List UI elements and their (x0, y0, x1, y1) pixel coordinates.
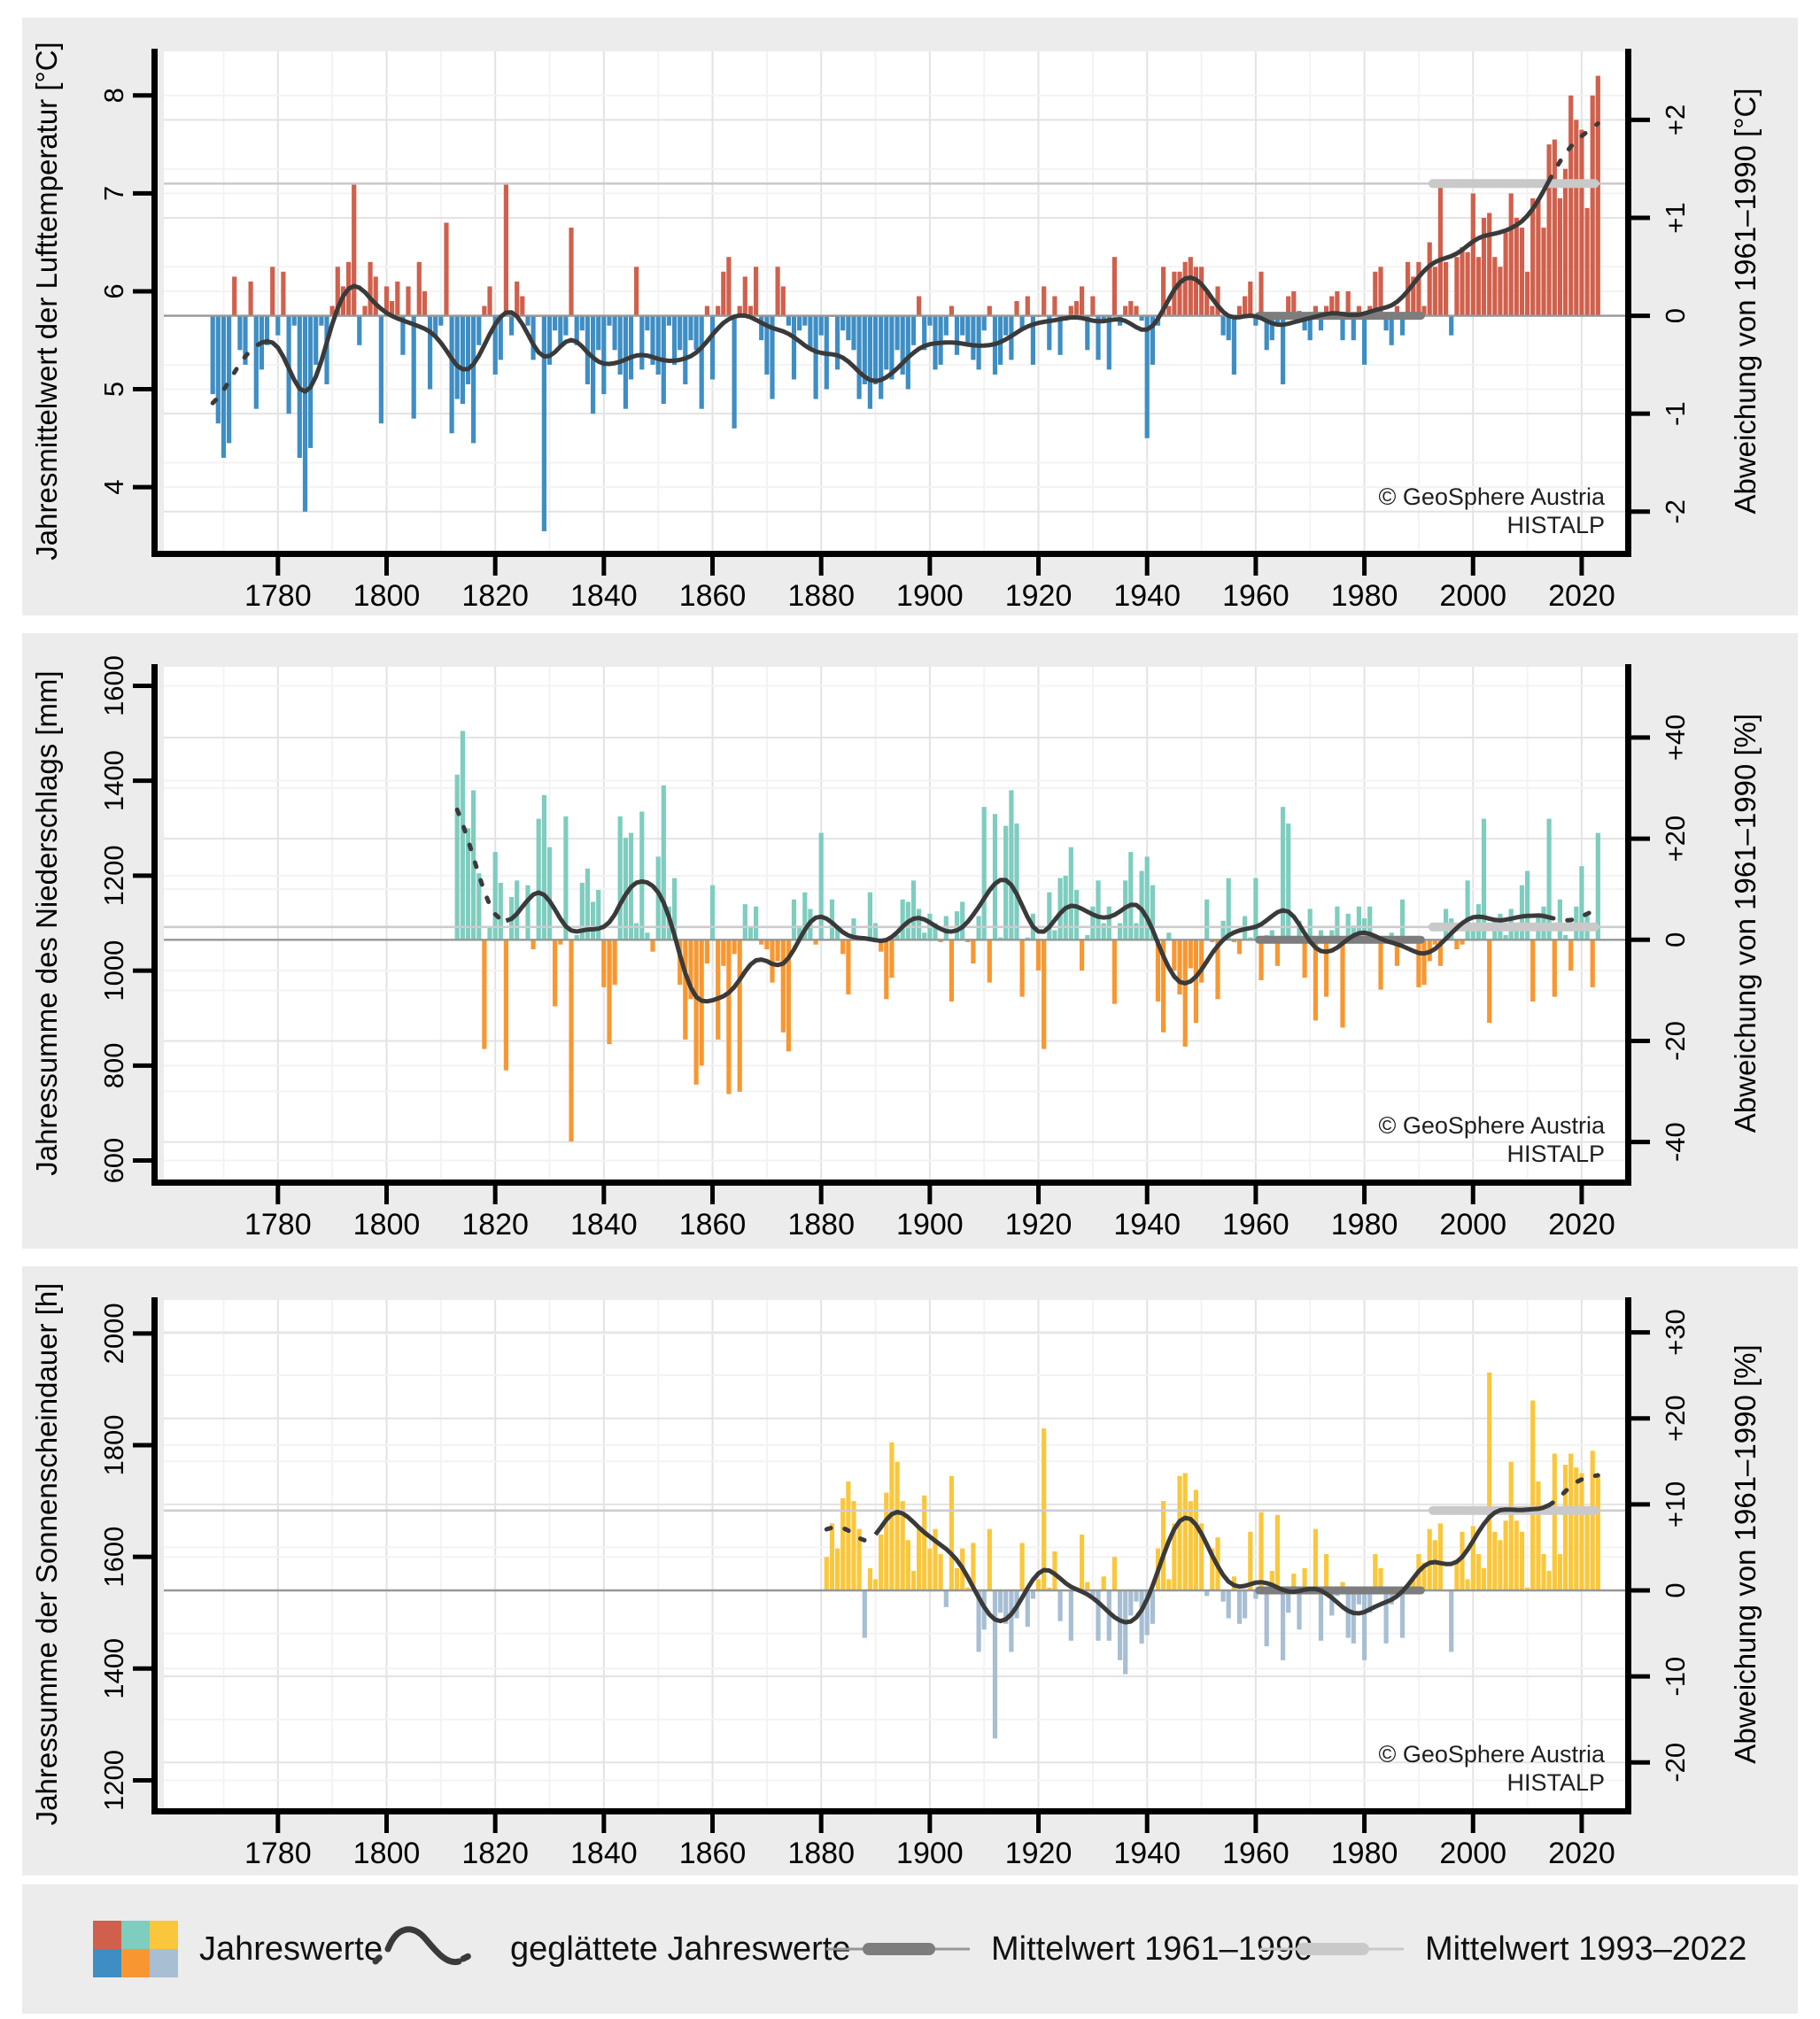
legend-item-label: geglättete Jahreswerte (510, 1930, 851, 1968)
precipitation-ytick-right: -40 (1660, 1122, 1692, 1163)
precipitation-ytick-left: 1200 (98, 845, 130, 907)
temperature-attribution-line2: HISTALP (1506, 512, 1605, 538)
temperature-xtick: 1940 (1113, 578, 1181, 613)
precipitation-xtick: 1800 (352, 1207, 421, 1242)
precipitation-xtick: 1960 (1222, 1207, 1289, 1242)
precipitation-xtick: 1820 (461, 1207, 529, 1242)
light-mean-line-icon (1260, 1938, 1404, 1960)
sunshine-xtick: 2000 (1439, 1836, 1507, 1870)
sunshine-ytick-right: -10 (1660, 1656, 1692, 1697)
precipitation-ylabel-left: Jahressumme des Niederschlags [mm] (30, 670, 63, 1176)
legend-item-label: Jahreswerte (199, 1930, 383, 1968)
sunshine-xtick: 1820 (461, 1836, 529, 1870)
temperature-ytick-left: 8 (98, 88, 130, 104)
temperature-ytick-right: -1 (1660, 401, 1692, 426)
precipitation-plot-area (164, 667, 1625, 1180)
precipitation-xtick: 1900 (896, 1207, 964, 1242)
temperature-xtick: 2020 (1548, 578, 1615, 613)
precipitation-xtick: 1880 (787, 1207, 856, 1242)
temperature-ytick-right: +1 (1660, 202, 1692, 234)
legend-item-label: Mittelwert 1993–2022 (1425, 1930, 1747, 1968)
precipitation-ytick-left: 1600 (98, 654, 130, 716)
temperature-xtick: 2000 (1439, 578, 1507, 613)
sunshine-ylabel-right: Abweichung von 1961–1990 [%] (1729, 1344, 1762, 1764)
temperature-xtick: 1980 (1330, 578, 1398, 613)
legend-item-label: Mittelwert 1961–1990 (991, 1930, 1313, 1968)
sunshine-xtick: 1920 (1004, 1836, 1073, 1870)
jahreswerte-color-cell (150, 1921, 178, 1949)
temperature-ytick-left: 7 (98, 185, 130, 201)
temperature-attribution-line1: © GeoSphere Austria (1378, 483, 1605, 510)
jahreswerte-color-cell (93, 1949, 121, 1977)
sunshine-ytick-right: 0 (1660, 1582, 1692, 1598)
temperature-ytick-left: 6 (98, 283, 130, 299)
jahreswerte-color-cell (121, 1949, 150, 1977)
jahreswerte-color-cell (150, 1949, 178, 1977)
sunshine-xtick: 1840 (570, 1836, 638, 1870)
precipitation-ytick-right: 0 (1660, 932, 1692, 948)
jahreswerte-color-cell (93, 1921, 121, 1949)
precipitation-ytick-right: +20 (1660, 815, 1692, 863)
precipitation-ytick-left: 1400 (98, 750, 130, 812)
sunshine-attribution-line1: © GeoSphere Austria (1378, 1741, 1605, 1768)
sunshine-xtick: 1940 (1113, 1836, 1181, 1870)
precipitation-ytick-right: -20 (1660, 1021, 1692, 1061)
jahreswerte-color-cell (121, 1921, 150, 1949)
sunshine-ytick-right: +30 (1660, 1309, 1692, 1356)
temperature-xtick: 1820 (461, 578, 529, 613)
temperature-xtick: 1780 (244, 578, 312, 613)
sunshine-ytick-left: 1400 (98, 1637, 130, 1699)
precipitation-xtick: 1940 (1113, 1207, 1181, 1242)
temperature-ytick-left: 4 (98, 479, 130, 495)
sunshine-xtick: 2020 (1548, 1836, 1615, 1870)
temperature-xtick: 1880 (787, 578, 856, 613)
precipitation-ytick-left: 600 (98, 1137, 130, 1184)
sunshine-ytick-right: +20 (1660, 1395, 1692, 1443)
precipitation-xtick: 2000 (1439, 1207, 1507, 1242)
temperature-panel (22, 18, 1798, 615)
sunshine-ylabel-left: Jahressumme der Sonnenscheindauer [h] (30, 1282, 63, 1826)
temperature-ytick-right: -2 (1660, 499, 1692, 524)
precipitation-panel (22, 633, 1798, 1249)
temperature-xtick: 1840 (570, 578, 638, 613)
sunshine-ytick-left: 1800 (98, 1414, 130, 1476)
legend-item-geglaettete-jahreswerte (372, 1884, 850, 2014)
precipitation-xtick: 1920 (1004, 1207, 1073, 1242)
sunshine-xtick: 1800 (352, 1836, 421, 1870)
precipitation-xtick: 1980 (1330, 1207, 1398, 1242)
precipitation-attribution-line1: © GeoSphere Austria (1378, 1112, 1605, 1139)
precipitation-ytick-right: +40 (1660, 714, 1692, 762)
temperature-xtick: 1920 (1004, 578, 1073, 613)
temperature-ylabel-right: Abweichung von 1961–1990 [°C] (1729, 88, 1762, 514)
sunshine-xtick: 1780 (244, 1836, 312, 1870)
sunshine-xtick: 1900 (896, 1836, 964, 1870)
temperature-xtick: 1960 (1222, 578, 1289, 613)
precipitation-xtick: 2020 (1548, 1207, 1615, 1242)
sunshine-ytick-right: +10 (1660, 1481, 1692, 1528)
precipitation-xtick: 1840 (570, 1207, 638, 1242)
sunshine-xtick: 1860 (678, 1836, 747, 1870)
sunshine-ytick-right: -20 (1660, 1742, 1692, 1783)
temperature-xtick: 1860 (678, 578, 747, 613)
legend-item-mittelwert-1993-2022 (1260, 1884, 1746, 2014)
dark-mean-line-icon (826, 1938, 970, 1960)
smoothed-curve-icon (372, 1919, 489, 1979)
legend-item-jahreswerte (93, 1884, 383, 2014)
legend (22, 1884, 1798, 2014)
temperature-xtick: 1900 (896, 578, 964, 613)
sunshine-xtick: 1980 (1330, 1836, 1398, 1870)
sunshine-ytick-left: 1200 (98, 1749, 130, 1811)
temperature-ytick-right: +2 (1660, 104, 1692, 136)
sunshine-attribution-line2: HISTALP (1506, 1769, 1605, 1796)
temperature-ylabel-left: Jahresmittelwert der Lufttemperatur [°C] (30, 42, 63, 561)
sunshine-xtick: 1880 (787, 1836, 856, 1870)
precipitation-xtick: 1860 (678, 1207, 747, 1242)
precipitation-ytick-left: 1000 (98, 940, 130, 1002)
temperature-ytick-right: 0 (1660, 307, 1692, 324)
legend-item-mittelwert-1961-1990 (826, 1884, 1313, 2014)
precipitation-attribution-line2: HISTALP (1506, 1141, 1605, 1167)
precipitation-ytick-left: 800 (98, 1042, 130, 1089)
temperature-ytick-left: 5 (98, 381, 130, 398)
jahreswerte-color-grid-icon (93, 1921, 178, 1977)
precipitation-ylabel-right: Abweichung von 1961–1990 [%] (1729, 713, 1762, 1133)
precipitation-xtick: 1780 (244, 1207, 312, 1242)
sunshine-xtick: 1960 (1222, 1836, 1289, 1870)
sunshine-panel (22, 1266, 1798, 1876)
sunshine-ytick-left: 1600 (98, 1526, 130, 1588)
sunshine-ytick-left: 2000 (98, 1303, 130, 1365)
temperature-xtick: 1800 (352, 578, 421, 613)
